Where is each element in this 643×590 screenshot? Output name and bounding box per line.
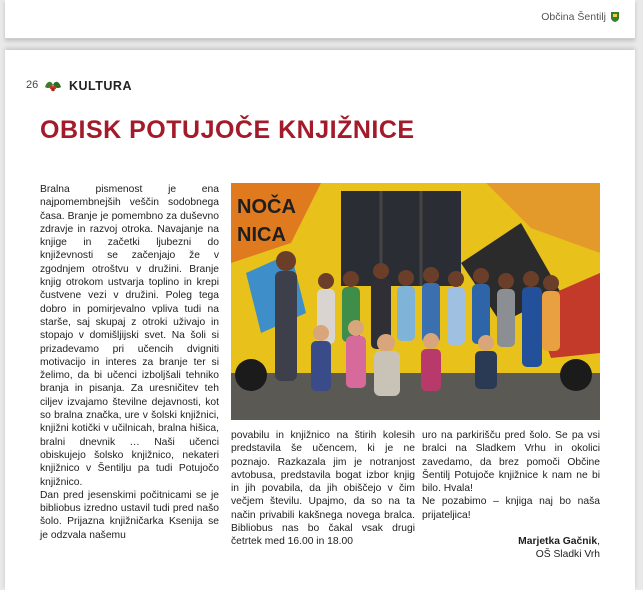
text-column-1 (40, 183, 219, 542)
paragraph: Bralna pismenost je ena najpomembnejših veščin sodobnega časa. Branje je pomembno za duševno zdravje in razvoj otroka. Navajanje na knjige in začetki ljubezni do književnosti se začenjajo že v zgodnjem otroštvu v družini. Branje knjig otrokom ustvarja toplino in krepi čustvene vezi v družini. Poleg tega dobro in pomirjevalno vpliva tudi na starše, saj skupaj z otroki uživajo in stopajo v domišljijski svet. Na šoli si prizadevamo pri učencih dvigniti motivacijo in interes za branje ter si želimo, da bi učenci izboljšali tehniko branja in pisanja. Za uresničitev teh ciljev izvajamo številne dejavnosti, kot so bralna značka, ure v šolski knjižnici, knjižni kotički v učilnicah, bralna hišica, bralni dnevnik … Naši učenci obiskujejo šolsko knjižnico, nekateri knjižnico v Šentilju pa tudi Potujočo knjižnico. (40, 184, 219, 488)
bus-wheel (560, 359, 592, 391)
paragraph: Ne pozabimo – knjiga naj bo naša prijateljica! (422, 496, 600, 521)
bus-lettering: NICA (237, 224, 286, 246)
author-signature (422, 535, 600, 562)
paragraph: povabilu in knjižnico na štirih kolesih predstavila še učencem, ki je ne poznajo. Razkazala jim je notranjost avtobusa, predstavila bogat izbor knjig in jih povabila, da jih obiščejo v čim večjem številu. Upajmo, da so na ta način privabili kakšnega novega bralca. Bibliobus nas bo čakal vsak drugi četrtek med 16.00 in 18.00 (231, 430, 415, 548)
bus-wheel (235, 359, 267, 391)
magazine-page (5, 50, 635, 590)
running-header (541, 11, 619, 23)
bus-lettering: NOČA (237, 196, 296, 218)
author-school: OŠ Sladki Vrh (535, 549, 600, 561)
page-number: 26 (26, 79, 39, 91)
municipality-name: Občina Šentilj (541, 11, 606, 23)
bus-window (341, 191, 461, 286)
group-photo-illustration (231, 183, 600, 420)
holly-leaf-icon (43, 78, 63, 92)
previous-page-strip (5, 0, 635, 39)
text-column-3 (422, 429, 600, 562)
coat-of-arms-icon (611, 12, 619, 22)
author-name: Marjetka Gačnik (518, 536, 598, 548)
author-separator: , (597, 536, 600, 548)
article-title: OBISK POTUJOČE KNJIŽNICE (40, 116, 415, 144)
section-label: KULTURA (69, 79, 132, 93)
paragraph: Dan pred jesenskimi počitnicami se je bibliobus izredno ustavil tudi pred našo šolo. Prijazna knjižničarka Ksenija se je odzvala našemu (40, 489, 219, 541)
text-column-2 (231, 429, 415, 549)
paragraph: uro na parkirišču pred šolo. Se pa vsi bralci na Sladkem Vrhu in okolici zavedamo, da brez pomoči Občine Šentilj Potujoče knjižnice k nam ne bi bilo. Hvala! (422, 430, 600, 495)
article-photo (231, 183, 600, 420)
